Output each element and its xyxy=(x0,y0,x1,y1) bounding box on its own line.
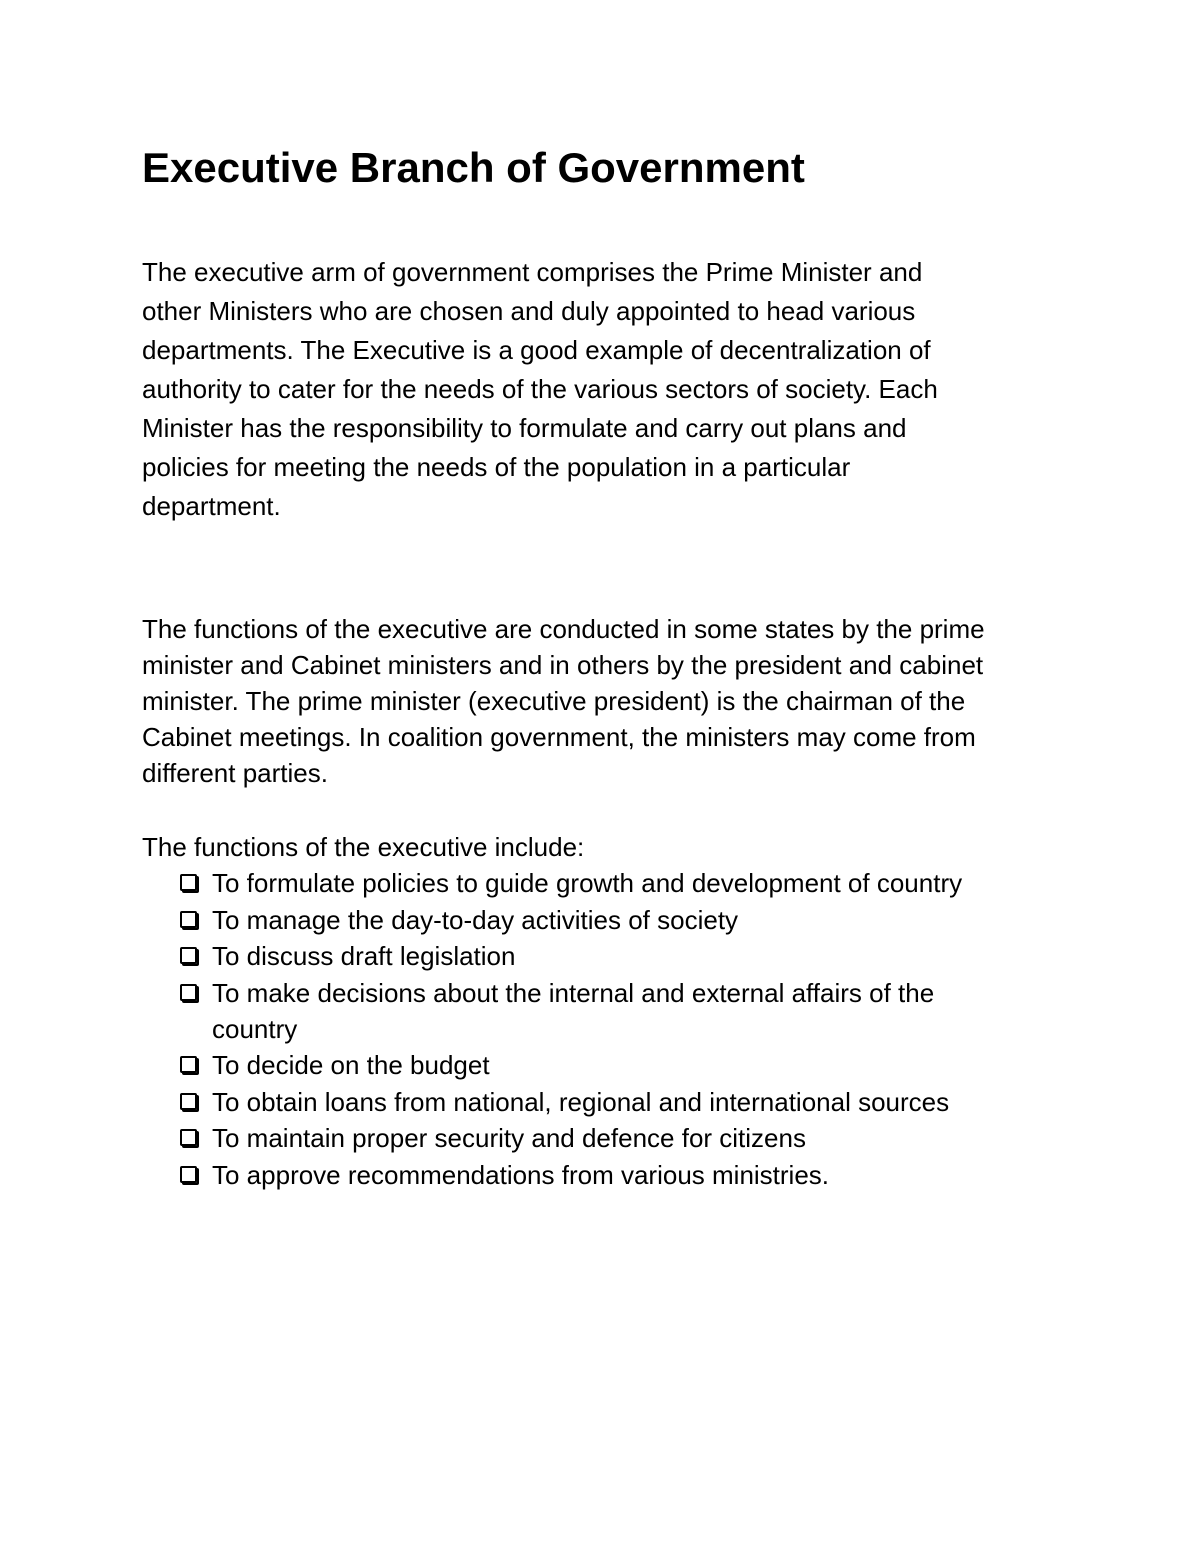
list-item xyxy=(142,902,1062,938)
list-item-text: To maintain proper security and defence for citizens xyxy=(212,1123,806,1153)
paragraph-functions-conducted xyxy=(142,611,1062,791)
list-item-text: To manage the day-to-day activities of society xyxy=(212,904,739,935)
list-item xyxy=(142,975,1062,1047)
document-title: Executive Branch of Government xyxy=(142,144,805,191)
list-item-text: To formulate policies to guide growth and development of country xyxy=(212,868,963,898)
paragraph-line: policies for meeting the needs of the population in a particular xyxy=(142,452,851,482)
paragraph-line: departments. The Executive is a good example of decentralization of xyxy=(142,335,931,365)
list-item xyxy=(142,1084,1062,1120)
list-item xyxy=(142,938,1062,974)
list-item-text: To obtain loans from national, regional and international sources xyxy=(212,1086,950,1117)
checkbox-square-icon xyxy=(180,874,197,891)
list-item xyxy=(142,1047,1062,1083)
list-item xyxy=(142,1157,1062,1193)
checkbox-square-icon xyxy=(180,1166,197,1183)
paragraph-line: minister. The prime minister (executive president) is the chairman of the xyxy=(142,686,966,716)
list-item-text: To decide on the budget xyxy=(212,1050,490,1080)
paragraph-line: minister and Cabinet ministers and in others by the president and cabinet xyxy=(142,650,984,680)
checkbox-square-icon xyxy=(180,1056,197,1073)
list-item xyxy=(142,1120,1062,1156)
checkbox-square-icon xyxy=(180,947,197,964)
list-item-text: To approve recommendations from various ministries. xyxy=(212,1159,830,1190)
paragraph-line: other Ministers who are chosen and duly appointed to head various xyxy=(142,296,916,326)
paragraph-line: The functions of the executive are conducted in some states by the prime xyxy=(142,614,985,644)
list-item-text: To discuss draft legislation xyxy=(212,941,516,971)
list-item xyxy=(142,865,1062,901)
paragraph-line: The executive arm of government comprises the Prime Minister and xyxy=(142,257,923,287)
paragraph-line: department. xyxy=(142,491,281,521)
checkbox-square-icon xyxy=(180,1129,197,1146)
paragraph-line: Minister has the responsibility to formulate and carry out plans and xyxy=(142,413,907,443)
functions-intro: The functions of the executive include: xyxy=(142,832,585,862)
paragraph-executive-arm xyxy=(142,253,1062,526)
checkbox-square-icon xyxy=(180,911,197,928)
paragraph-line: authority to cater for the needs of the various sectors of society. Each xyxy=(142,374,938,404)
paragraph-line: different parties. xyxy=(142,758,328,788)
checkbox-square-icon xyxy=(180,984,197,1001)
list-item-text: To make decisions about the internal and external affairs of the country xyxy=(212,977,935,1044)
functions-list xyxy=(142,865,1062,1193)
paragraph-line: Cabinet meetings. In coalition government, the ministers may come from xyxy=(142,722,976,752)
checkbox-square-icon xyxy=(180,1093,197,1110)
